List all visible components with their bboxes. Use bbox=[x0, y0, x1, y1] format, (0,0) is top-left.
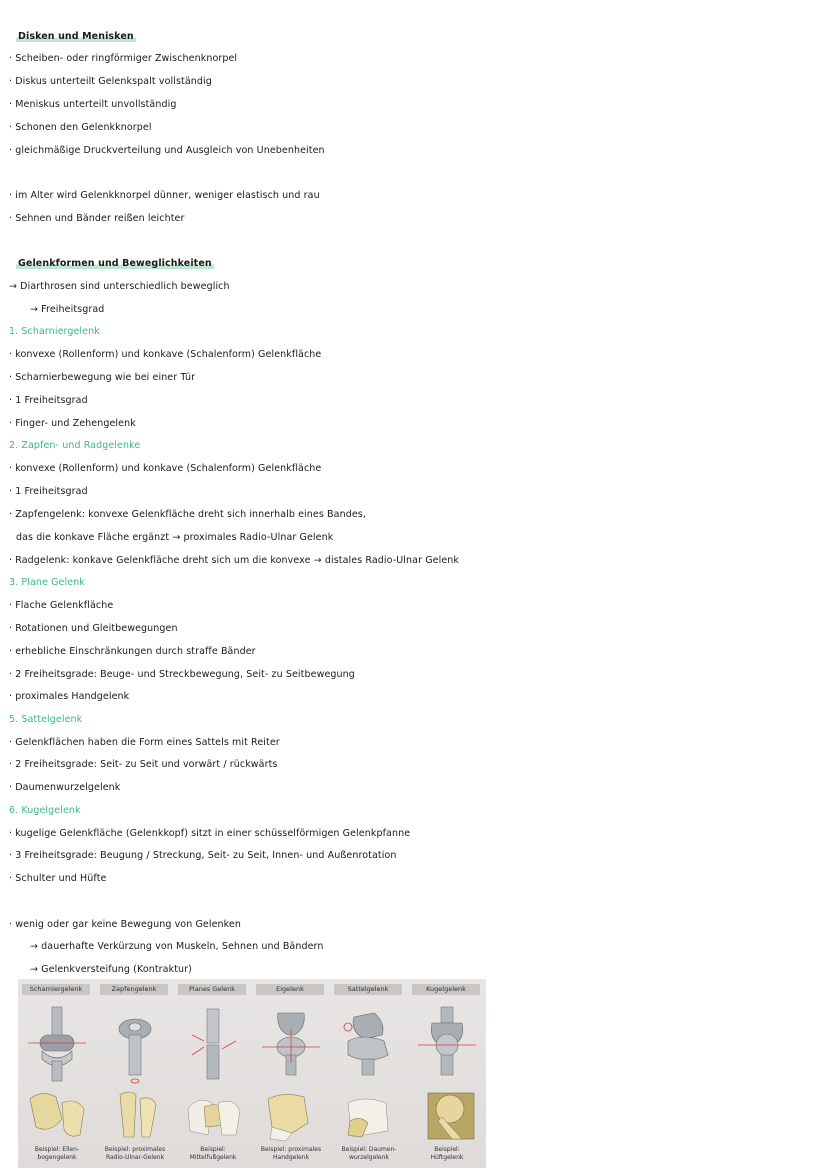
pivot-joint-icon bbox=[100, 999, 170, 1144]
list-item: · Meniskus unterteilt unvollständig bbox=[9, 99, 177, 110]
plane-joint-icon bbox=[178, 999, 248, 1144]
list-item: · Rotationen und Gleitbewegungen bbox=[9, 623, 178, 634]
list-item: · Zapfengelenk: konvexe Gelenkfläche dreht sich innerhalb eines Bandes, bbox=[9, 509, 366, 520]
figure-column-scharnier bbox=[18, 979, 96, 1168]
figure-column-planes bbox=[174, 979, 252, 1168]
list-item: · 2 Freiheitsgrade: Seit- zu Seit und vorwärt / rückwärts bbox=[9, 759, 278, 770]
joint-types-figure bbox=[18, 979, 486, 1168]
list-item: · 1 Freiheitsgrad bbox=[9, 486, 88, 497]
figure-caption: Beispiel: Hüftgelenk bbox=[430, 1146, 464, 1161]
section-heading-disken: Disken und Menisken bbox=[18, 31, 134, 42]
figure-column-title: Sattelgelenk bbox=[334, 984, 402, 995]
figure-caption: Beispiel: proximales Radio-Ulnar-Gelenk bbox=[104, 1146, 166, 1161]
joint-heading-sattel: 5. Sattelgelenk bbox=[9, 714, 83, 725]
figure-caption: Beispiel: Mittelfußgelenk bbox=[189, 1146, 237, 1161]
list-item: · 2 Freiheitsgrade: Beuge- und Streckbewegung, Seit- zu Seitbewegung bbox=[9, 669, 355, 680]
list-item: · proximales Handgelenk bbox=[9, 691, 130, 702]
list-item: · konvexe (Rollenform) und konkave (Schalenform) Gelenkfläche bbox=[9, 349, 322, 360]
list-item: · Scheiben- oder ringförmiger Zwischenknorpel bbox=[9, 53, 238, 64]
figure-column-sattel bbox=[330, 979, 408, 1168]
figure-caption: Beispiel: Daumen- wurzelgelenk bbox=[341, 1146, 397, 1161]
figure-column-title: Kugelgelenk bbox=[412, 984, 480, 995]
closing-subtext: → Gelenkversteifung (Kontraktur) bbox=[30, 964, 192, 975]
joint-heading-kugel: 6. Kugelgelenk bbox=[9, 805, 81, 816]
figure-column-zapfen bbox=[96, 979, 174, 1168]
figure-column-kugel bbox=[408, 979, 486, 1168]
list-item: · Finger- und Zehengelenk bbox=[9, 418, 136, 429]
list-item: · Schonen den Gelenkknorpel bbox=[9, 122, 152, 133]
list-item: · gleichmäßige Druckverteilung und Ausgleich von Unebenheiten bbox=[9, 145, 325, 156]
list-item: · Schulter und Hüfte bbox=[9, 873, 107, 884]
closing-text: · wenig oder gar keine Bewegung von Gelenken bbox=[9, 919, 242, 930]
joint-heading-zapfen: 2. Zapfen- und Radgelenke bbox=[9, 440, 141, 451]
list-item: · Diskus unterteilt Gelenkspalt vollständig bbox=[9, 76, 212, 87]
list-item-continuation: das die konkave Fläche ergänzt → proximales Radio-Ulnar Gelenk bbox=[16, 532, 334, 543]
list-item: · Daumenwurzelgelenk bbox=[9, 782, 121, 793]
list-item: · Flache Gelenkfläche bbox=[9, 600, 114, 611]
intro-text: → Diarthrosen sind unterschiedlich beweglich bbox=[9, 281, 230, 292]
ellipsoid-joint-icon bbox=[256, 999, 326, 1144]
ball-joint-icon bbox=[412, 999, 482, 1144]
list-item: · erhebliche Einschränkungen durch straffe Bänder bbox=[9, 646, 256, 657]
list-item: · Scharnierbewegung wie bei einer Tür bbox=[9, 372, 196, 383]
figure-caption: Beispiel: proximales Handgelenk bbox=[260, 1146, 322, 1161]
list-item: · Gelenkflächen haben die Form eines Sattels mit Reiter bbox=[9, 737, 280, 748]
list-item: · Radgelenk: konkave Gelenkfläche dreht sich um die konvexe → distales Radio-Ulnar Gelenk bbox=[9, 555, 460, 566]
list-item: · im Alter wird Gelenkknorpel dünner, weniger elastisch und rau bbox=[9, 190, 320, 201]
figure-column-title: Zapfengelenk bbox=[100, 984, 168, 995]
list-item: · kugelige Gelenkfläche (Gelenkkopf) sitzt in einer schüsselförmigen Gelenkpfanne bbox=[9, 828, 411, 839]
figure-column-title: Eigelenk bbox=[256, 984, 324, 995]
hinge-joint-icon bbox=[22, 999, 92, 1144]
intro-subtext: → Freiheitsgrad bbox=[30, 304, 105, 315]
figure-column-title: Planes Gelenk bbox=[178, 984, 246, 995]
list-item: · 3 Freiheitsgrade: Beugung / Streckung, Seit- zu Seit, Innen- und Außenrotation bbox=[9, 850, 397, 861]
figure-caption: Beispiel: Ellen- bogengelenk bbox=[34, 1146, 80, 1161]
list-item: · konvexe (Rollenform) und konkave (Schalenform) Gelenkfläche bbox=[9, 463, 322, 474]
closing-subtext: → dauerhafte Verkürzung von Muskeln, Sehnen und Bändern bbox=[30, 941, 324, 952]
figure-column-eigelenk bbox=[252, 979, 330, 1168]
joint-heading-scharnier: 1. Scharniergelenk bbox=[9, 326, 100, 337]
list-item: · 1 Freiheitsgrad bbox=[9, 395, 88, 406]
section-heading-gelenkformen: Gelenkformen und Beweglichkeiten bbox=[18, 258, 212, 269]
joint-heading-plane: 3. Plane Gelenk bbox=[9, 577, 85, 588]
figure-column-title: Scharniergelenk bbox=[22, 984, 90, 995]
saddle-joint-icon bbox=[334, 999, 404, 1144]
list-item: · Sehnen und Bänder reißen leichter bbox=[9, 213, 185, 224]
